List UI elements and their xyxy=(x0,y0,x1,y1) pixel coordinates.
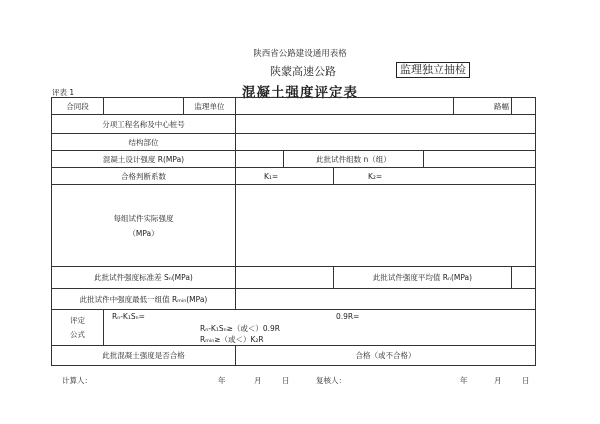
table-row xyxy=(52,98,536,115)
actual-strength-label xyxy=(52,185,236,267)
min-label: 此批试件中强度最低一组值 Rₘᵢₙ(MPa) xyxy=(52,289,236,310)
k1-value[interactable]: K₁= xyxy=(236,168,334,185)
structure-value[interactable] xyxy=(236,134,536,151)
design-strength-value[interactable] xyxy=(236,151,284,168)
std-dev-label: 此批试件强度标准差 Sₙ(MPa) xyxy=(52,267,236,289)
min-value[interactable] xyxy=(236,289,536,310)
actual-strength-value[interactable] xyxy=(236,185,536,267)
calc-month-label: 月 xyxy=(254,376,262,385)
mean-value[interactable] xyxy=(512,267,536,289)
group-count-value[interactable] xyxy=(424,151,536,168)
formula-label-line2: 公式 xyxy=(70,330,85,339)
result-label: 此批混凝土强度是否合格 xyxy=(52,346,236,366)
table-row xyxy=(52,310,536,346)
formula-3: Rₙ-K₁Sₙ≥（或＜）0.9R xyxy=(200,324,281,333)
table-row xyxy=(52,115,536,134)
road-name: 陕蒙高速公路 xyxy=(270,65,336,78)
project-value[interactable] xyxy=(236,115,536,134)
strength-evaluation-table xyxy=(51,97,536,366)
supervisor-label: 监理单位 xyxy=(184,98,236,115)
formula-1: Rₙ-K₁Sₙ= xyxy=(112,312,145,321)
formula-4: Rₘᵢₙ≥（或＜）K₂R xyxy=(200,335,264,344)
table-row xyxy=(52,168,536,185)
design-strength-label: 混凝土设计强度 R(MPa) xyxy=(52,151,236,168)
form-series-label: 陕西省公路建设通用表格 xyxy=(253,49,347,59)
formula-area xyxy=(104,310,536,346)
review-month-label: 月 xyxy=(494,376,502,385)
review-person-label: 复核人： xyxy=(316,376,346,385)
table-row xyxy=(52,267,536,289)
table-row xyxy=(52,346,536,366)
coef-label: 合格判断系数 xyxy=(52,168,236,185)
calc-day-label: 日 xyxy=(282,376,290,385)
mean-label: 此批试件强度平均值 Rₙ(MPa) xyxy=(334,267,512,289)
form-number: 评表 1 xyxy=(52,88,75,97)
k2-value[interactable]: K₂= xyxy=(334,168,536,185)
page-label: 路幅 xyxy=(454,98,512,115)
calc-person-label: 计算人： xyxy=(62,376,92,385)
table-row xyxy=(52,185,536,267)
actual-strength-label-line1: 每组试件实际强度 xyxy=(113,213,174,223)
result-value[interactable]: 合格（或不合格） xyxy=(236,346,536,366)
table-row xyxy=(52,151,536,168)
formula-label xyxy=(52,310,104,346)
page-title: 混凝土强度评定表 xyxy=(242,85,358,101)
supervision-stamp: 监理独立抽检 xyxy=(396,62,470,78)
review-year-label: 年 xyxy=(460,376,468,385)
std-dev-value[interactable] xyxy=(236,267,334,289)
table-row xyxy=(52,289,536,310)
review-day-label: 日 xyxy=(522,376,530,385)
group-count-label: 此批试件组数 n（组） xyxy=(284,151,424,168)
project-label: 分项工程名称及中心桩号 xyxy=(52,115,236,134)
page-value[interactable] xyxy=(512,98,536,115)
contract-value[interactable] xyxy=(104,98,184,115)
supervisor-value[interactable] xyxy=(236,98,454,115)
actual-strength-label-line2: （MPa） xyxy=(128,228,159,238)
formula-2: 0.9R= xyxy=(336,312,360,321)
structure-label: 结构部位 xyxy=(52,134,236,151)
calc-year-label: 年 xyxy=(218,376,226,385)
formula-label-line1: 评定 xyxy=(70,316,85,325)
table-row xyxy=(52,134,536,151)
contract-label: 合同段 xyxy=(52,98,104,115)
